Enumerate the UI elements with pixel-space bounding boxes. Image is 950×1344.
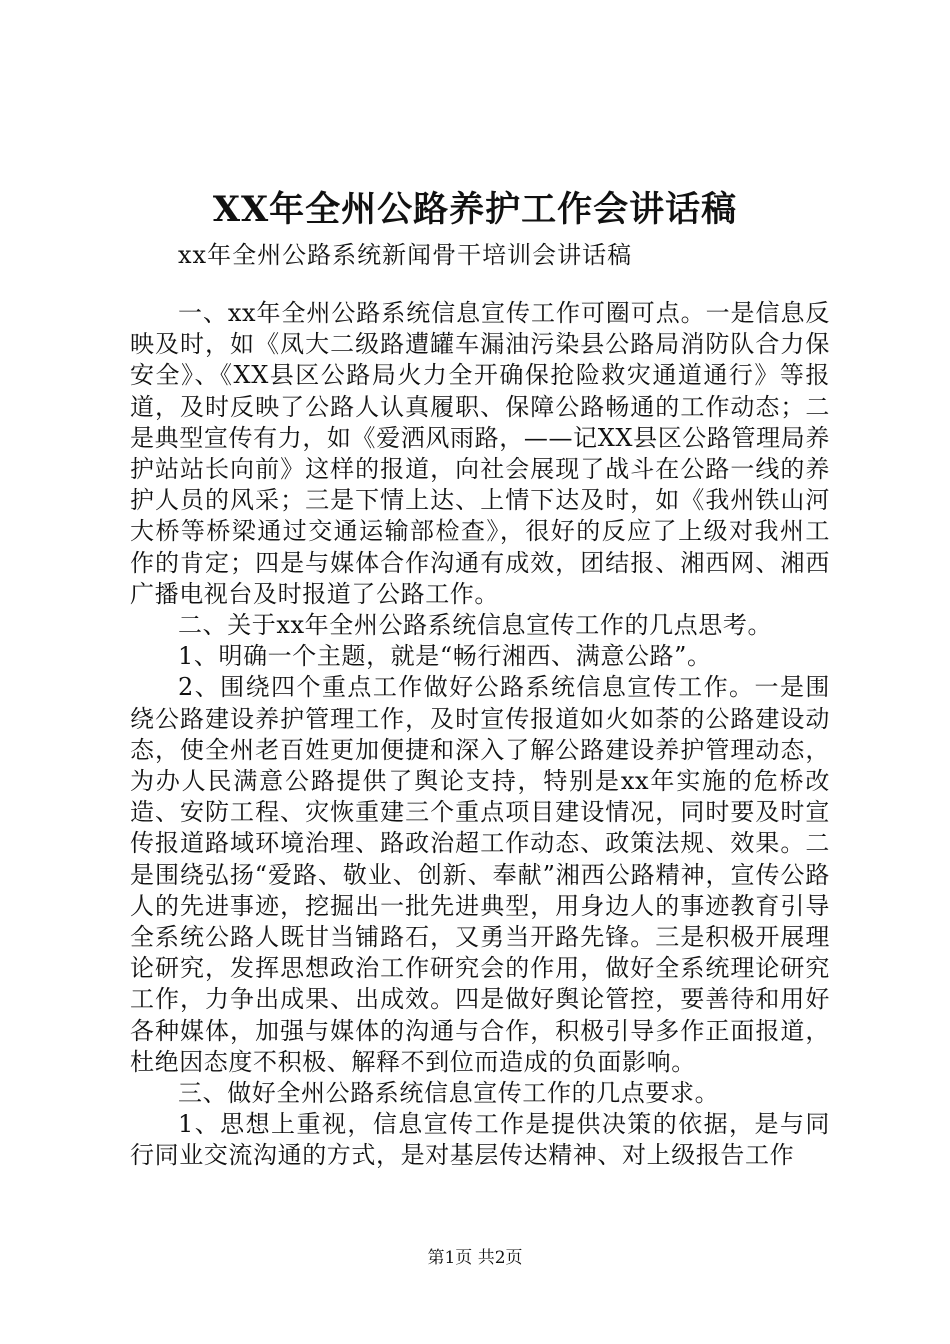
paragraph: 二、关于xx年全州公路系统信息宣传工作的几点思考。	[178, 611, 773, 640]
paragraph: 一、xx年全州公路系统信息宣传工作可圈可点。一是信息反映及时，如《凤大二级路遭罐车漏油污染县公路局消防队合力保安全》、《XX县区公路局火力全开确保抢险救灾通道通行》等报道，及时反映了公路人认真履职、保障公路畅通的工作动态；二是典型宣传有力，如《爱洒风雨路，——记XX县区公路管理局养护站站长向前》这样的报道，向社会展现了战斗在公路一线的养护人员的风采；三是下情上达、上情下达及时，如《我州铁山河大桥等桥梁通过交通运输部检查》，很好的反应了上级对我州工作的肯定；四是与媒体合作沟通有成效，团结报、湘西网、湘西广播电视台及时报道了公路工作。	[130, 299, 830, 608]
paragraph: 2、围绕四个重点工作做好公路系统信息宣传工作。一是围绕公路建设养护管理工作，及时宣传报道如火如荼的公路建设动态，使全州老百姓更加便捷和深入了解公路建设养护管理动态，为办人民满意公路提供了舆论支持，特别是xx年实施的危桥改造、安防工程、灾恢重建三个重点项目建设情况，同时要及时宣传报道路域环境治理、路政治超工作动态、政策法规、效果。二是围绕弘扬“爱路、敬业、创新、奉献”湘西公路精神，宣传公路人的先进事迹，挖掘出一批先进典型，用身边人的事迹教育引导全系统公路人既甘当铺路石，又勇当开路先锋。三是积极开展理论研究，发挥思想政治工作研究会的作用，做好全系统理论研究工作，力争出成果、出成效。四是做好舆论管控，要善待和用好各种媒体，加强与媒体的沟通与合作，积极引导多作正面报道，杜绝因态度不积极、解释不到位而造成的负面影响。	[130, 673, 830, 1076]
document-body	[130, 298, 830, 1172]
document-title: XX年全州公路养护工作会讲话稿	[212, 189, 738, 230]
paragraph: 1、明确一个主题，就是“畅行湘西、满意公路”。	[178, 642, 712, 671]
paragraph: 1、思想上重视，信息宣传工作是提供决策的依据，是与同行同业交流沟通的方式，是对基层传达精神、对上级报告工作	[130, 1110, 830, 1170]
document-subtitle: xx年全州公路系统新闻骨干培训会讲话稿	[178, 241, 633, 269]
paragraph: 三、做好全州公路系统信息宣传工作的几点要求。	[178, 1079, 720, 1108]
page-footer: 第1页 共2页	[427, 1248, 523, 1268]
